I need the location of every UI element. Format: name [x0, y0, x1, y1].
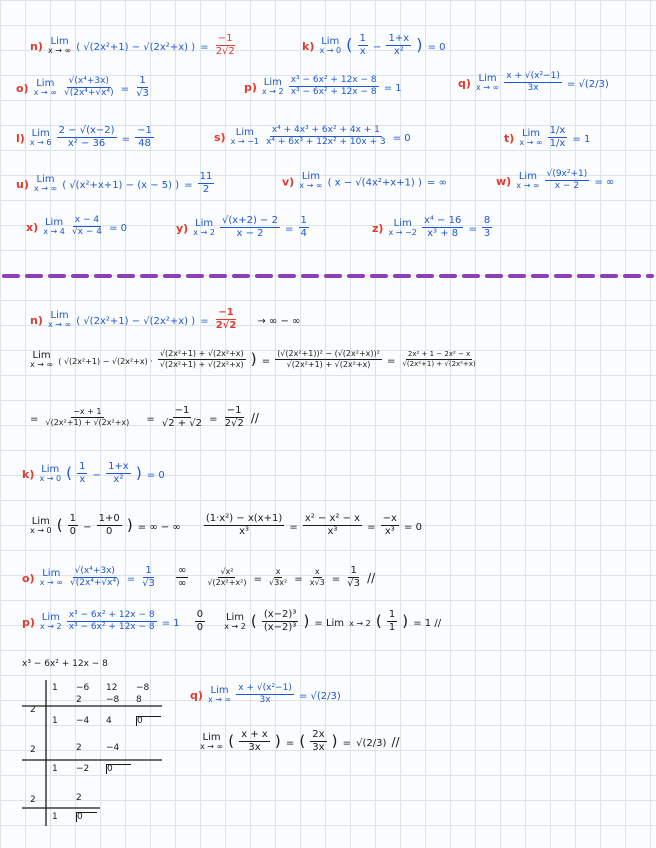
exercise-k: k) Lim x → 0 ( $\frac{1}{x}$ − $\frac{1+x}{\text{x²}}$ ) = 0: [302, 33, 446, 57]
exercise-p: p) Lim x → 2 $\frac{\text{x³ − 6x² + 12x − 8}}{\text{x³ − 6x² + 12x − 8}}$ = 1: [244, 75, 402, 97]
exercise-label: u): [16, 178, 29, 191]
result-fraction: $\frac{-1}{2√2}$: [215, 33, 235, 57]
exercise-label: z): [372, 222, 384, 235]
exercise-x: x) Lim x → 4 $\frac{x - 4}{√x - 4}$ = 0: [26, 215, 128, 237]
solution-o: o) Lim x → ∞ $\frac{\text{√(x⁴+3x)}}{\text{√(2x⁴+√x⁴)}}$ = $\frac{1}{√3}$ $\frac{\infty}{\infty}$ $\frac{\text{√x²}}{\text{√(2x²+x²)}}$ = $\frac{x}{\text{√3x²}}$ = $\frac{x}{x√3}$ = $\frac{1}{√3}$ //: [22, 565, 376, 589]
ruffini-polynomial: x³ − 6x² + 12x − 8: [22, 659, 108, 669]
ruffini-divisor-1: 2: [30, 705, 36, 715]
ruffini-row-7: 1 0: [52, 812, 97, 822]
ruffini-row-5: 1 −2 0: [52, 764, 131, 774]
exercise-n: n) Lim x → ∞ ( √(2x²+1) − √(2x²+x) ) = $\frac{-1}{2√2}$: [30, 33, 235, 57]
exercise-o: o) Lim x → ∞ $\frac{\text{√(x⁴+3x)}}{\text{√(2x⁴+√x⁴)}}$ = $\frac{1}{√3}$: [16, 75, 149, 99]
exercise-y: y) Lim x → 2 $\frac{√(x+2) - 2}{x - 2}$ = $\frac{1}{4}$: [176, 215, 307, 239]
ruffini-row-6: 2: [76, 793, 82, 803]
ruffini-divisor-3: 2: [30, 795, 36, 805]
ruffini-row-2: 2 −8 8: [76, 695, 142, 705]
solution-n-step1: Lim x → ∞ ( √(2x²+1) − √(2x²+x) · $\frac{\text{√(2x²+1) + √(2x²+x)}}{\text{√(2x²+1) + √(2x²+x)}}$ ) = $\frac{\text{(√(2x²+1))² − (√(2x²+x))²}}{\text{√(2x²+1) + √(2x²+x)}}$ = $\frac{\text{2x² + 1 − 2x² − x}}{\text{√(2x²+1) + √(2x²+x)}}$: [30, 349, 476, 369]
exercise-label: l): [16, 132, 25, 145]
exercise-l: l) Lim x → 6 $\frac{2 - √(x-2)}{\text{x² − 36}}$ = $\frac{-1}{48}$: [16, 125, 152, 149]
exercise-label: k): [22, 468, 35, 481]
exercise-label: o): [22, 572, 35, 585]
exercise-label: o): [16, 82, 29, 95]
exercise-s: s) Lim x → −1 $\frac{\text{x⁴ + 4x³ + 6x² + 4x + 1}}{\text{x⁴ + 6x³ + 12x² + 10x + 3}}$ = 0: [214, 125, 411, 147]
exercise-t: t) Lim x → ∞ $\frac{1/x}{1/x}$ = 1: [504, 125, 591, 149]
exercise-q: q) Lim x → ∞ $\frac{\text{x + √(x²−1)}}{3x}$ = √(2/3): [458, 71, 609, 93]
lim-word: Lim: [50, 35, 69, 47]
solution-q-step: Lim x → ∞ ( $\frac{x + x}{3x}$ ) = ( $\frac{2x}{3x}$ ) = √(2/3) //: [200, 729, 400, 753]
exercise-v: v) Lim x → ∞ ( x − √(4x²+x+1) ) = ∞: [282, 171, 447, 190]
exercise-label: p): [244, 81, 257, 94]
exercise-label: q): [458, 77, 471, 90]
ruffini-row-4: 2 −4: [76, 743, 120, 753]
exercise-label: n): [30, 40, 43, 53]
solution-k-header: k) Lim x → 0 ( $\frac{1}{x}$ − $\frac{1+x}{\text{x²}}$ ) = 0: [22, 461, 165, 485]
solution-n-step2: = $\frac{-x + 1}{\text{√(2x²+1) + √(2x²+x)}}$ = $\frac{-1}{√2 + √2}$ = $\frac{-1}{2√2}$ //: [30, 405, 259, 429]
solution-p: p) Lim x → 2 $\frac{\text{x³ − 6x² + 12x − 8}}{\text{x³ − 6x² + 12x − 8}}$ = 1 $\frac{0}{0}$ Lim x → 2 ( $\frac{\text{(x−2)³}}{\text{(x−2)³}}$ ) = Lim x → 2 ( $\frac{1}{1}$ ) = 1 //: [22, 609, 442, 633]
exercise-label: y): [176, 222, 189, 235]
ruffini-row-1: 1 −6 12 −8: [52, 683, 150, 693]
solution-k-step: Lim x → 0 ( $\frac{1}{0}$ − $\frac{1+0}{0}$ ) = ∞ − ∞ $\frac{\text{(1·x²) − x(x+1)}}{\text{x³}}$ = $\frac{\text{x² − x² − x}}{\text{x³}}$ = $\frac{-x}{\text{x³}}$ = 0: [30, 513, 422, 537]
exercise-label: w): [496, 175, 512, 188]
ruffini-divisor-2: 2: [30, 745, 36, 755]
exercise-label: q): [190, 689, 203, 702]
exercise-label: n): [30, 314, 43, 327]
expression: ( √(2x²+1) − √(2x²+x) ): [76, 42, 196, 53]
exercise-label: k): [302, 40, 315, 53]
solution-q-header: q) Lim x → ∞ $\frac{\text{x + √(x²−1)}}{3x}$ = √(2/3): [190, 683, 341, 705]
exercise-label: x): [26, 221, 39, 234]
exercise-label: t): [504, 132, 515, 145]
exercise-z: z) Lim x → −2 $\frac{\text{x⁴ − 16}}{\text{x³ + 8}}$ = $\frac{8}{3}$: [372, 215, 491, 239]
exercise-label: p): [22, 616, 35, 629]
exercise-label: s): [214, 131, 226, 144]
exercise-w: w) Lim x → ∞ $\frac{\text{√(9x²+1)}}{x - 2}$ = ∞: [496, 169, 615, 191]
lim-subscript: x → ∞: [47, 45, 72, 55]
solution-n-header: n) Lim x → ∞ ( √(2x²+1) − √(2x²+x) ) = $\frac{-1}{2√2}$ → ∞ − ∞: [30, 307, 301, 331]
exercise-u: u) Lim x → ∞ ( √(x²+x+1) − (x − 5) ) = $\frac{11}{2}$: [16, 171, 213, 195]
ruffini-row-3: 1 −4 4 0: [52, 716, 161, 726]
exercise-label: v): [282, 175, 295, 189]
